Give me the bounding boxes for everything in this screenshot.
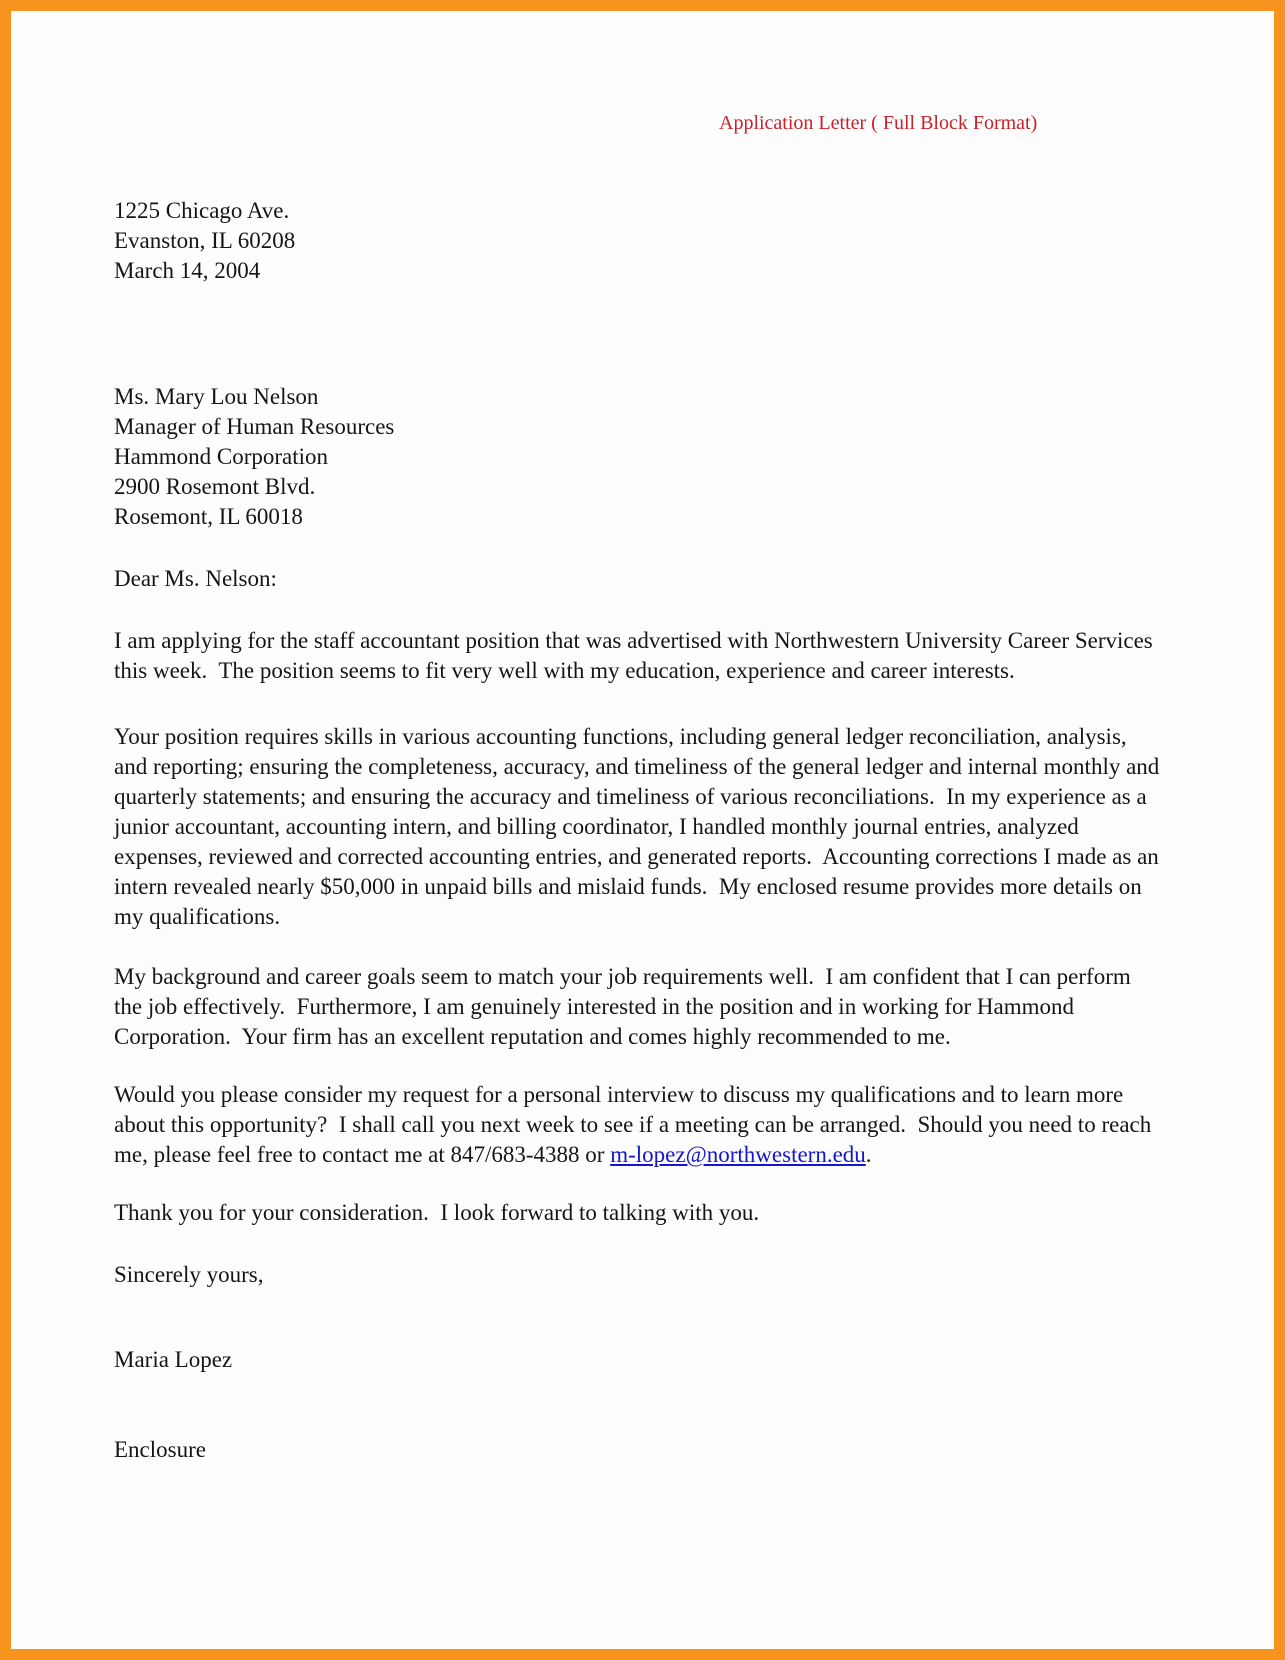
recipient-name: Ms. Mary Lou Nelson — [114, 384, 319, 409]
recipient-city: Rosemont, IL 60018 — [114, 504, 303, 529]
body-paragraph-3: My background and career goals seem to match your job requirements well. I am confident that I can perform the job effectively. Furthermore, I am genuinely interested in the position and in working for Hammond Corporation. Your firm has an excellent reputation and comes highly recommended to me. — [114, 964, 1137, 1049]
body-paragraph-1: I am applying for the staff accountant position that was advertised with Northwestern University Career Services this week. The position seems to fit very well with my education, experience and career interests. — [114, 628, 1159, 683]
recipient-title: Manager of Human Resources — [114, 414, 395, 439]
sender-address-block — [114, 196, 1162, 286]
recipient-street: 2900 Rosemont Blvd. — [114, 474, 316, 499]
letter-date: March 14, 2004 — [114, 258, 261, 283]
enclosure-label: Enclosure — [114, 1437, 206, 1462]
sender-street: 1225 Chicago Ave. — [114, 198, 290, 223]
paragraph-text-before-link: Would you please consider my request for a personal interview to discuss my qualifications and to learn more about this opportunity? I shall call you next week to see if a meeting can be arranged. Should you need to reach me, please feel free to contact me at 847/683-4388 or — [114, 1082, 1157, 1167]
recipient-company: Hammond Corporation — [114, 444, 328, 469]
signature-name: Maria Lopez — [114, 1347, 233, 1372]
salutation: Dear Ms. Nelson: — [114, 566, 277, 591]
email-link[interactable]: m-lopez@northwestern.edu — [610, 1142, 866, 1167]
sender-city: Evanston, IL 60208 — [114, 228, 296, 253]
paragraph-text-after-link: . — [865, 1142, 872, 1167]
letter-content — [11, 110, 1274, 1465]
body-paragraph-5: Thank you for your consideration. I look forward to talking with you. — [114, 1200, 760, 1225]
body-paragraph-2: Your position requires skills in various accounting functions, including general ledger reconciliation, analysis, and reporting; ensuring the completeness, accuracy, and timeliness of the general ledger and internal monthly and quarterly statements; and ensuring the accuracy and timeliness of various reconciliations. In my experience as a junior accountant, accounting intern, and billing coordinator, I handled monthly journal entries, analyzed expenses, reviewed and corrected accounting entries, and generated reports. Accounting corrections I made as an intern revealed nearly $50,000 in unpaid bills and mislaid funds. My enclosed resume provides more details on my qualifications. — [114, 724, 1166, 929]
valediction: Sincerely yours, — [114, 1262, 264, 1287]
recipient-address-block — [114, 382, 1162, 532]
document-format-label: Application Letter ( Full Block Format) — [719, 112, 1038, 134]
body-paragraph-4 — [114, 1080, 1162, 1170]
